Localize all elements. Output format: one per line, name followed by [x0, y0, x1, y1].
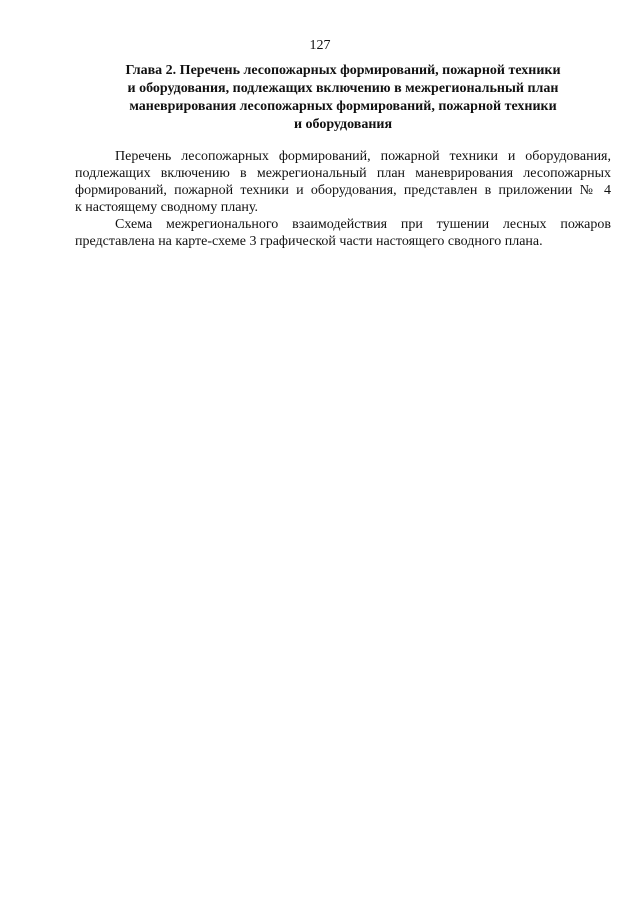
chapter-title — [86, 62, 600, 134]
paragraph-line: формирований, пожарной техники и оборудования, представлен в приложении № 4 — [75, 183, 611, 198]
paragraph-line: Перечень лесопожарных формирований, пожарной техники и оборудования, — [115, 149, 611, 164]
chapter-title-line: и оборудования, подлежащих включению в межрегиональный план — [127, 81, 559, 96]
paragraph-line: подлежащих включению в межрегиональный план маневрирования лесопожарных — [75, 166, 611, 181]
paragraph-line: представлена на карте-схеме 3 графической части настоящего сводного плана. — [75, 234, 543, 249]
chapter-title-line: и оборудования — [293, 117, 393, 132]
paragraph-line: к настоящему сводному плану. — [75, 200, 258, 215]
body-text — [75, 148, 611, 250]
page-number: 127 — [309, 38, 331, 53]
paragraph-fire-formations-list — [75, 148, 611, 216]
paragraph-line: Схема межрегионального взаимодействия при тушении лесных пожаров — [115, 217, 611, 232]
paragraph-interaction-scheme — [75, 216, 611, 250]
chapter-title-line: Глава 2. Перечень лесопожарных формирований, пожарной техники — [125, 63, 561, 78]
chapter-title-line: маневрирования лесопожарных формирований, пожарной техники — [129, 99, 557, 114]
